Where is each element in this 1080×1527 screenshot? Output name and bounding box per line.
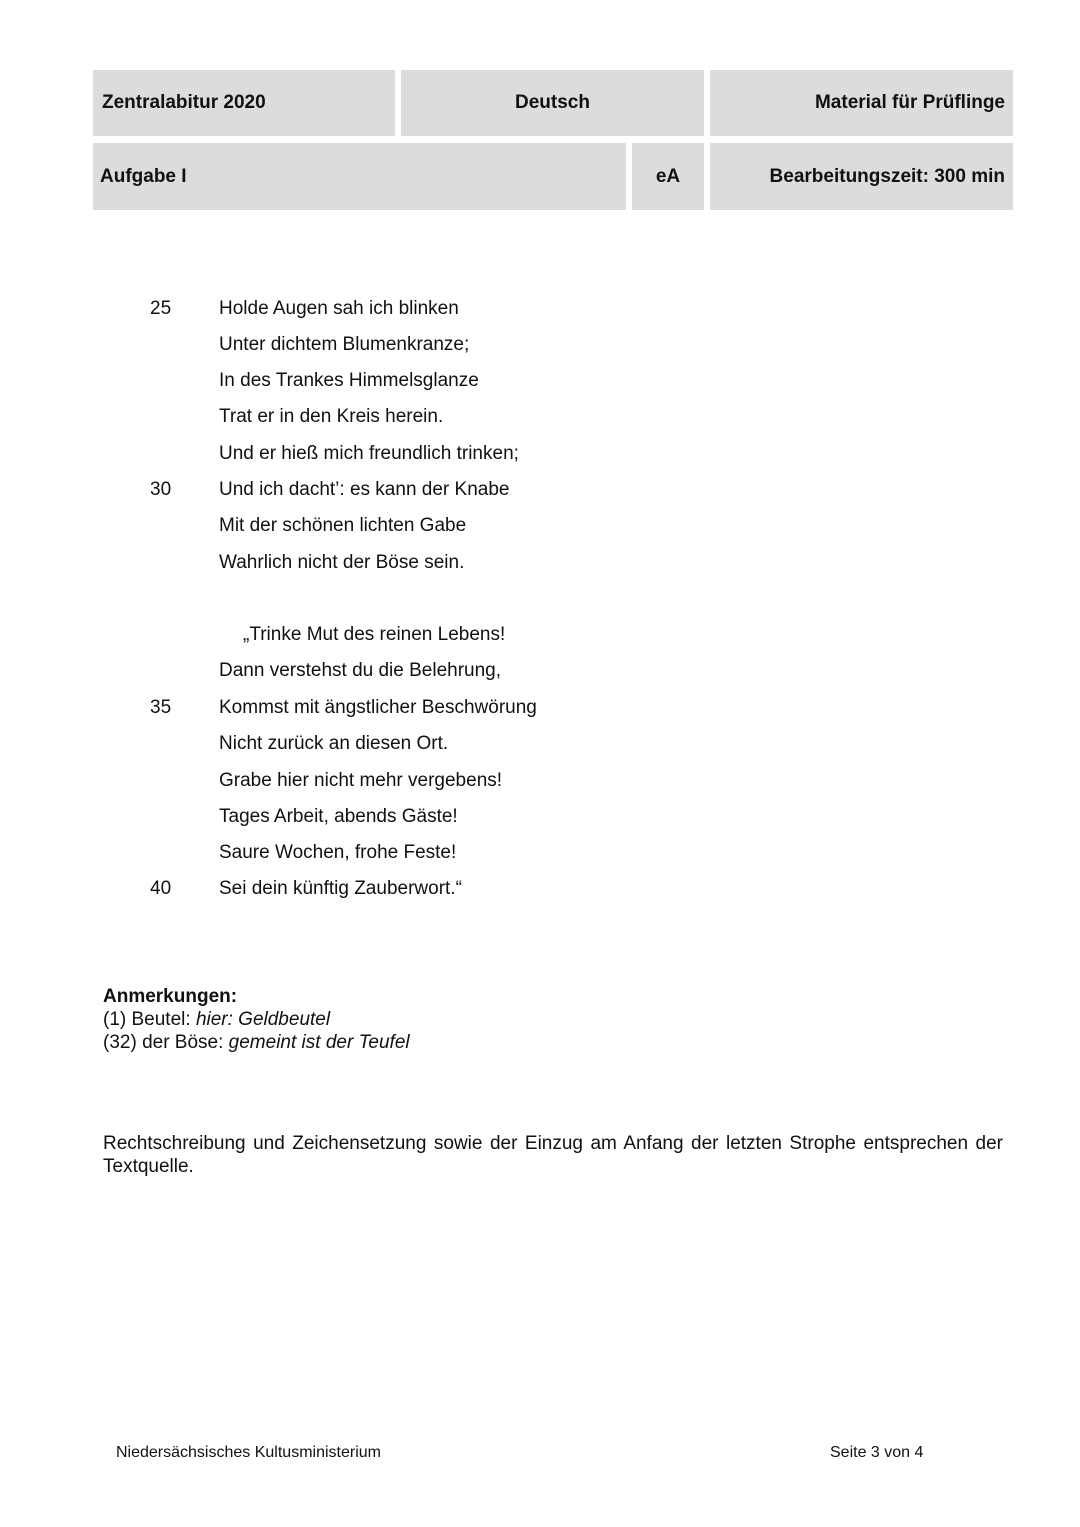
poem-line [0,835,600,871]
annotation-term: (1) Beutel: [103,1009,196,1030]
annotations-title: Anmerkungen: [103,986,238,1007]
line-text: Tages Arbeit, abends Gäste! [219,806,458,827]
poem-line [0,617,600,653]
poem-line [0,291,600,327]
poem-line [0,726,600,762]
subject-cell [401,70,704,136]
line-text: Holde Augen sah ich blinken [219,298,459,319]
line-text: Dann verstehst du die Belehrung, [219,660,502,681]
poem-line [0,871,600,907]
poem-line [0,327,600,363]
poem-line [0,799,600,835]
annotation-item [103,1008,410,1031]
line-text: In des Trankes Himmelsglanze [219,370,479,391]
footer-publisher: Niedersächsisches Kultusministerium [116,1444,381,1461]
footer-page-number: Seite 3 von 4 [830,1444,924,1461]
exam-title-cell [93,70,395,136]
line-text: Nicht zurück an diesen Ort. [219,733,449,754]
source-remark: Rechtschreibung und Zeichensetzung sowie der Einzug am Anfang der letzten Strophe entsprechen der Textquelle. [103,1133,1003,1177]
poem-line [0,508,600,544]
line-number: 40 [150,878,172,899]
annotation-item [103,1031,410,1054]
line-text: Unter dichtem Blumenkranze; [219,334,470,355]
poem-line [0,399,600,435]
annotation-explanation: hier: Geldbeutel [195,1009,331,1030]
annotation-explanation: gemeint ist der Teufel [228,1032,410,1053]
subject: Deutsch [515,92,590,113]
poem-line [0,690,600,726]
poem-line [0,472,600,508]
line-text: Grabe hier nicht mehr vergebens! [219,770,503,791]
line-number: 25 [150,298,172,319]
poem-line [0,363,600,399]
level-cell [632,143,704,210]
material-label: Material für Prüflinge [814,92,1005,113]
exam-title: Zentralabitur 2020 [102,92,266,113]
line-text: Trat er in den Kreis herein. [219,406,444,427]
line-text: Und ich dacht’: es kann der Knabe [219,479,510,500]
line-text-indented: „Trinke Mut des reinen Lebens! [243,624,506,645]
annotation-term: (32) der Böse: [103,1032,229,1053]
line-text: Und er hieß mich freundlich trinken; [219,443,519,464]
level-label: eA [655,165,681,187]
poem-line [0,545,600,581]
poem-line [0,436,600,472]
line-text: Sei dein künftig Zauberwort.“ [219,878,462,899]
task-label: Aufgabe I [100,165,187,187]
poem-line [0,653,600,689]
time-label: Bearbeitungszeit: 300 min [769,165,1005,187]
line-text: Kommst mit ängstlicher Beschwörung [219,697,537,718]
material-cell [710,70,1013,136]
poem-line [0,763,600,799]
line-text: Wahrlich nicht der Böse sein. [219,552,465,573]
task-cell [93,143,626,210]
line-number: 30 [150,479,172,500]
line-text: Saure Wochen, frohe Feste! [219,842,457,863]
line-number: 35 [150,697,172,718]
line-text: Mit der schönen lichten Gabe [219,515,467,536]
annotations [103,985,410,1054]
time-cell [710,143,1013,210]
